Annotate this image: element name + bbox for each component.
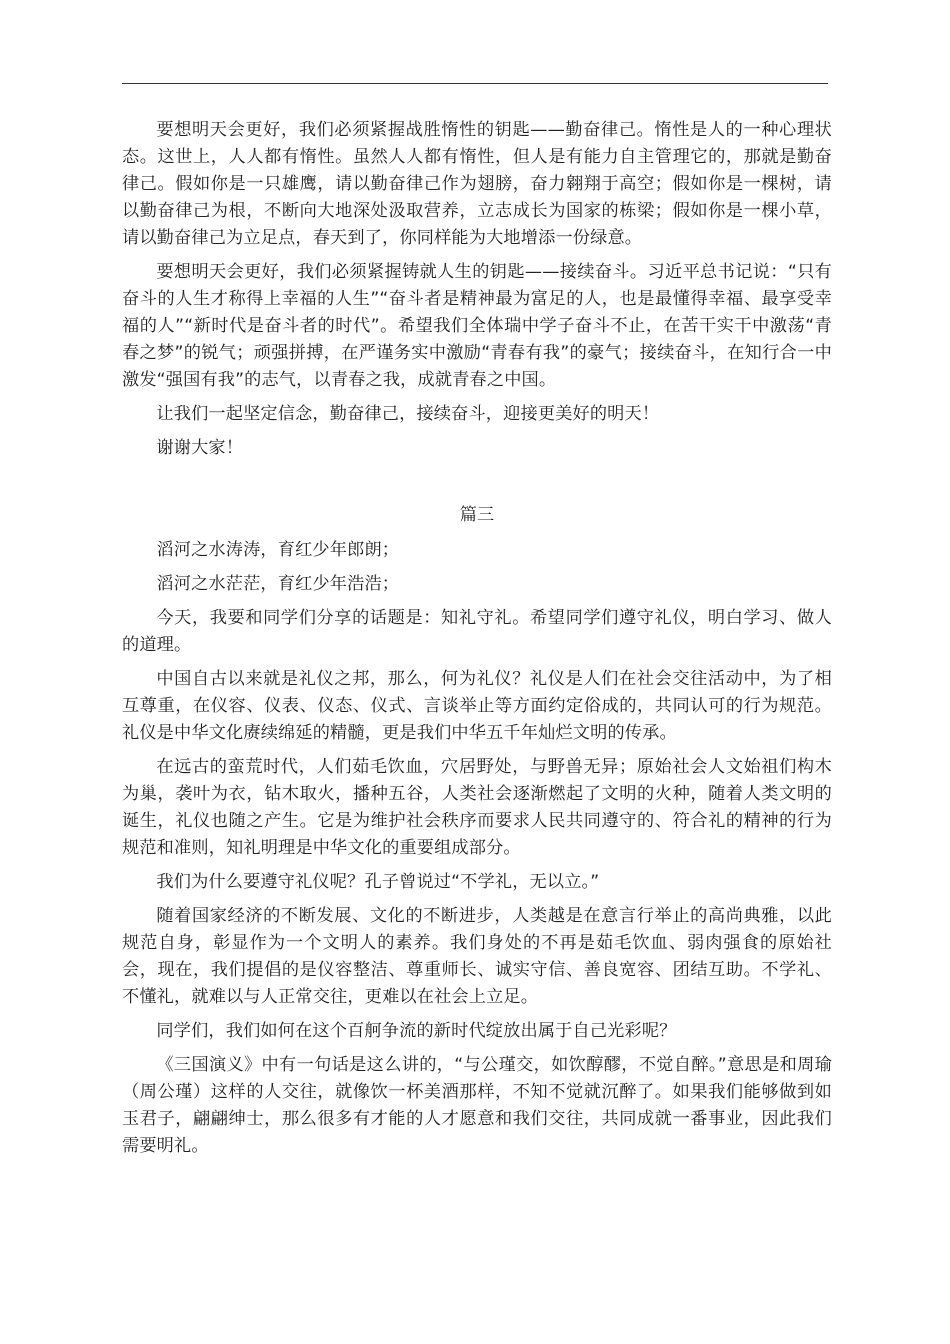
- paragraph: 《三国演义》中有一句话是这么讲的，“与公瑾交，如饮醇醪，不觉自醉。”意思是和周瑜（周公瑾）这样的人交往，就像饮一杯美酒那样，不知不觉就沉醉了。如果我们能够做到如玉君子，翩翩绅士，那么很多有才能的人才愿意和我们交往，共同成就一番事业，因此我们需要明礼。: [122, 1055, 832, 1156]
- paragraph: 要想明天会更好，我们必须紧握铸就人生的钥匙——接续奋斗。习近平总书记说：“只有奋斗的人生才称得上幸福的人生”“奋斗者是精神最为富足的人，也是最懂得幸福、最享受幸福的人”“新时代是奋斗者的时代”。希望我们全体瑞中学子奋斗不止，在苦干实干中激荡“青春之梦”的锐气；顽强拼搏，在严谨务实中激励“青春有我”的豪气；接续奋斗，在知行合一中激发“强国有我”的志气，以青春之我，成就青春之中国。: [122, 262, 832, 390]
- section-title: 篇三: [459, 505, 495, 525]
- header-rule: [122, 83, 828, 84]
- paragraph: 滔河之水涛涛，育红少年郎朗；: [156, 540, 400, 560]
- paragraph: 中国自古以来就是礼仪之邦，那么，何为礼仪？礼仪是人们在社会交往活动中，为了相互尊重，在仪容、仪表、仪态、仪式、言谈举止等方面约定俗成的，共同认可的行为规范。礼仪是中华文化赓续绵延的精髓，更是我们中华五千年灿烂文明的传承。: [122, 669, 832, 743]
- paragraph: 要想明天会更好，我们必须紧握战胜惰性的钥匙——勤奋律己。惰性是人的一种心理状态。这世上，人人都有惰性。虽然人人都有惰性，但人是有能力自主管理它的，那就是勤奋律己。假如你是一只雄鹰，请以勤奋律己作为翅膀，奋力翱翔于高空；假如你是一棵树，请以勤奋律己为根，不断向大地深处汲取营养，立志成长为国家的栋梁；假如你是一棵小草，请以勤奋律己为立足点，春天到了，你同样能为大地增添一份绿意。: [122, 120, 832, 248]
- document-body: [122, 117, 832, 1167]
- paragraph: 在远古的蛮荒时代，人们茹毛饮血，穴居野处，与野兽无异；原始社会人文始祖们构木为巢，袭叶为衣，钻木取火，播种五谷，人类社会逐渐燃起了文明的火种，随着人类文明的诞生，礼仪也随之产生。它是为维护社会秩序而要求人民共同遵守的、符合礼的精神的行为规范和准则，知礼明理是中华文化的重要组成部分。: [122, 757, 832, 858]
- paragraph: 随着国家经济的不断发展、文化的不断进步，人类越是在意言行举止的高尚典雅，以此规范自身，彰显作为一个文明人的素养。我们身处的不再是茹毛饮血、弱肉强食的原始社会，现在，我们提倡的是仪容整洁、尊重师长、诚实守信、善良宽容、团结互助。不学礼、不懂礼，就难以与人正常交往，更难以在社会上立足。: [122, 906, 832, 1007]
- paragraph: 滔河之水茫茫，育红少年浩浩；: [156, 574, 400, 594]
- paragraph: 让我们一起坚定信念，勤奋律己，接续奋斗，迎接更美好的明天！: [156, 404, 660, 424]
- paragraph: 今天，我要和同学们分享的话题是：知礼守礼。希望同学们遵守礼仪，明白学习、做人的道理。: [122, 608, 832, 655]
- paragraph: 谢谢大家！: [156, 438, 244, 458]
- paragraph: 同学们，我们如何在这个百舸争流的新时代绽放出属于自己光彩呢？: [156, 1021, 677, 1041]
- paragraph: 我们为什么要遵守礼仪呢？孔子曾说过“不学礼，无以立。”: [156, 872, 600, 892]
